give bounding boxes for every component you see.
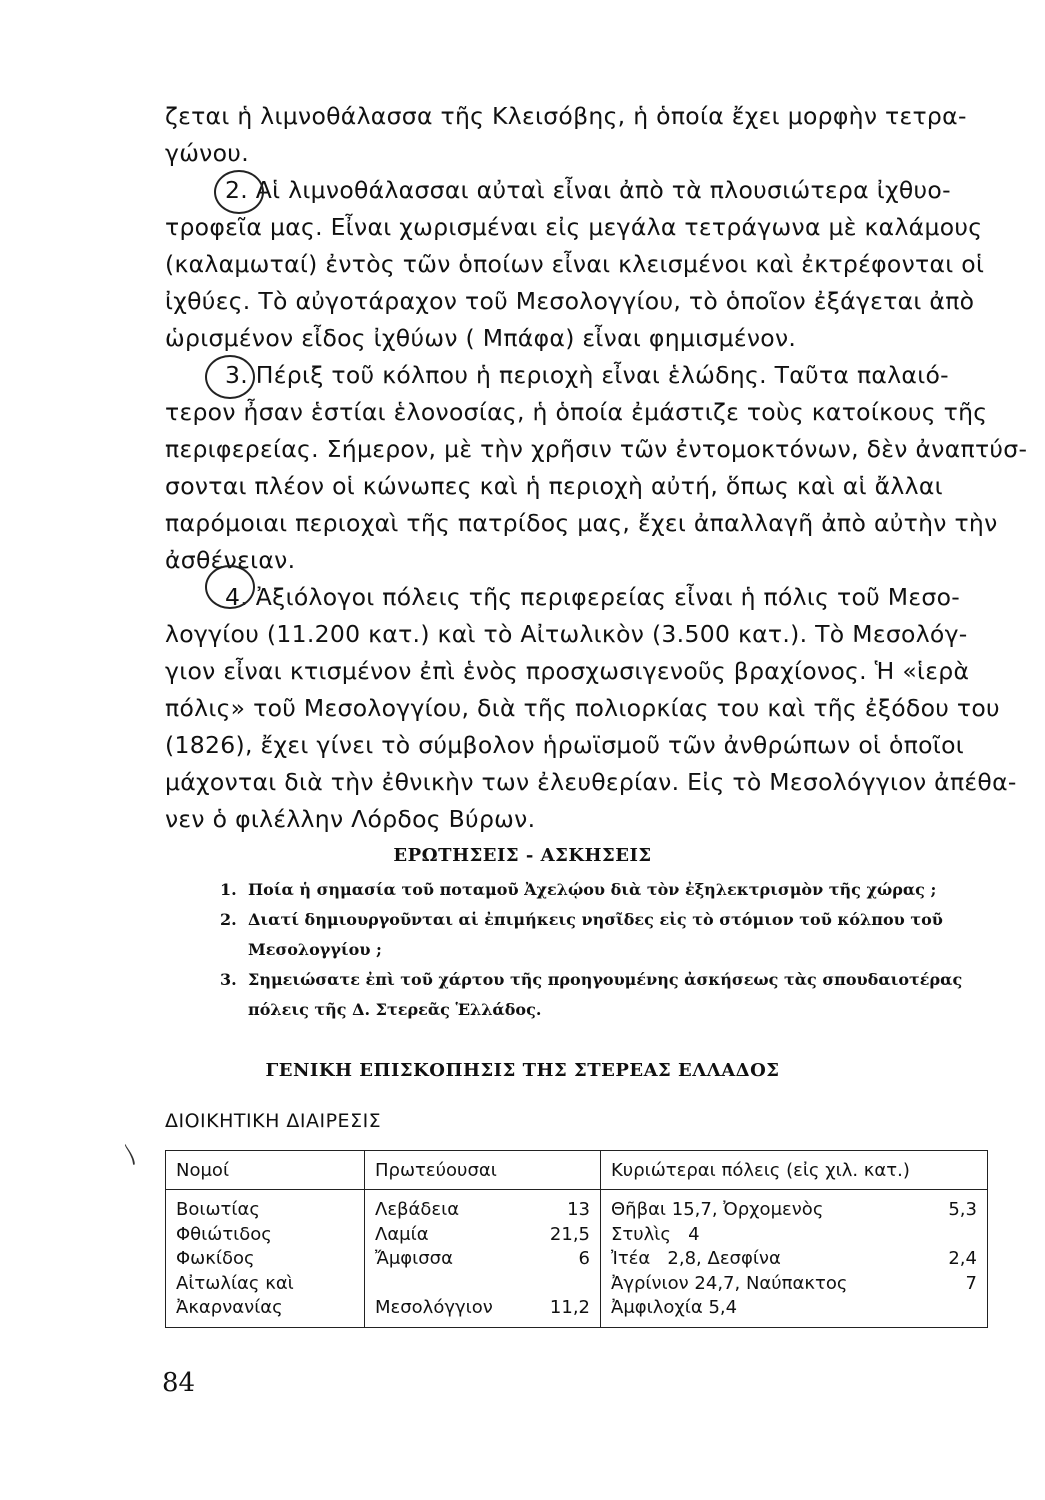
prefecture: Βοιωτίας — [176, 1199, 260, 1220]
text-line: ἰχθύες. Τὸ αὐγοτάραχον τοῦ Μεσολογγίου, τὸ ὁποῖον ἐξάγεται ἀπὸ — [165, 287, 975, 315]
overview-title: ΓΕΝΙΚΗ ΕΠΙΣΚΟΠΗΣΙΣ ΤΗΣ ΣΤΕΡΕΑΣ ΕΛΛΑΔΟΣ — [265, 1060, 780, 1081]
city-value: 7 — [965, 1272, 977, 1294]
handwritten-circle-3 — [205, 355, 255, 399]
city-text: Ἰτέα 2,8, Δεσφίνα — [611, 1248, 781, 1269]
text-line: γιον εἶναι κτισμένον ἐπὶ ἑνὸς προσχωσιγενοῦς βραχίονος. Ἡ «ἱερὰ — [165, 657, 970, 685]
text-line: γώνου. — [165, 139, 249, 167]
capital-row — [375, 1247, 590, 1272]
text-line: 2. Αἱ λιμνοθάλασσαι αὐταὶ εἶναι ἀπὸ τὰ πλουσιώτερα ἰχθυο- — [225, 176, 951, 204]
text-line: ζεται ἡ λιμνοθάλασσα τῆς Κλεισόβης, ἡ ὁποία ἔχει μορφὴν τετρα- — [165, 102, 967, 130]
city-row — [611, 1247, 977, 1272]
city-row — [611, 1296, 977, 1321]
text-line: παρόμοιαι περιοχαὶ τῆς πατρίδος μας, ἔχει ἀπαλλαγῆ ἀπὸ αὐτὴν τὴν — [165, 509, 998, 537]
main-cities-cell — [601, 1190, 988, 1328]
question-number: 1. — [220, 880, 237, 899]
exercises-title: ΕΡΩΤΗΣΕΙΣ - ΑΣΚΗΣΕΙΣ — [393, 845, 652, 866]
capital-pop: 6 — [578, 1248, 590, 1269]
city-value: 2,4 — [948, 1248, 977, 1269]
prefecture: Ἀκαρνανίας — [176, 1297, 283, 1318]
text-line: ὡρισμένον εἶδος ἰχθύων ( Μπάφα) εἶναι φημισμένον. — [165, 324, 797, 352]
text-line: 4. Ἀξιόλογοι πόλεις τῆς περιφερείας εἶναι ἡ πόλις τοῦ Μεσο- — [225, 583, 961, 611]
capital-pop: 13 — [567, 1199, 590, 1220]
capital-pop: 21,5 — [549, 1223, 590, 1245]
text-line: τροφεῖα μας. Εἶναι χωρισμέναι εἰς μεγάλα τετράγωνα μὲ καλάμους — [165, 213, 983, 241]
text-line: ἀσθένειαν. — [165, 546, 296, 574]
text-line: (καλαμωταί) ἐντὸς τῶν ὁποίων εἶναι κλεισμένοι καὶ ἐκτρέφονται οἱ — [165, 250, 985, 278]
capital-name: Ἄμφισσα — [375, 1248, 453, 1269]
city-text: Στυλὶς 4 — [611, 1223, 700, 1245]
text-line: 3. Πέριξ τοῦ κόλπου ἡ περιοχὴ εἶναι ἑλώδης. Ταῦτα παλαιό- — [225, 361, 949, 389]
admin-division-label: ΔΙΟΙΚΗΤΙΚΗ ΔΙΑΙΡΕΣΙΣ — [165, 1110, 382, 1132]
question-item — [220, 875, 990, 905]
handwritten-circle-2 — [214, 170, 264, 214]
city-row — [611, 1272, 977, 1297]
city-text: Ἀγρίνιον 24,7, Ναύπακτος — [611, 1272, 848, 1294]
text-line: περιφερείας. Σήμερον, μὲ τὴν χρῆσιν τῶν ἐντομοκτόνων, δὲν ἀναπτύσ- — [165, 435, 1028, 463]
header-capitals: Πρωτεύουσαι — [365, 1151, 601, 1190]
question-item — [220, 965, 990, 1025]
body-text — [165, 98, 1028, 838]
question-item — [220, 905, 990, 965]
text-line: τερον ἦσαν ἑστίαι ἑλονοσίας, ἡ ὁποία ἐμάστιζε τοὺς κατοίκους τῆς — [165, 398, 988, 426]
capital-row — [375, 1198, 590, 1223]
capital-row — [375, 1272, 590, 1297]
city-text: Θῆβαι 15,7, Ὀρχομενὸς — [611, 1199, 824, 1220]
city-text: Ἀμφιλοχία 5,4 — [611, 1297, 738, 1318]
prefecture: Φθιώτιδος — [176, 1223, 272, 1245]
header-main-cities: Κυριώτεραι πόλεις (εἰς χιλ. κατ.) — [601, 1151, 988, 1190]
pencil-mark: 〵 — [120, 1145, 143, 1170]
city-row — [611, 1223, 977, 1248]
capital-pop: 11,2 — [549, 1297, 590, 1318]
text-line: νεν ὁ φιλέλλην Λόρδος Βύρων. — [165, 805, 536, 833]
table-header-row — [166, 1151, 988, 1190]
capital-row — [375, 1223, 590, 1248]
question-text: Σημειώσατε ἐπὶ τοῦ χάρτου τῆς προηγουμένης ἀσκήσεως τὰς σπουδαιοτέρας πόλεις τῆς Δ. Στερεᾶς Ἑλλάδος. — [248, 970, 963, 1019]
header-prefectures: Νομοί — [166, 1151, 365, 1190]
text-line: (1826), ἔχει γίνει τὸ σύμβολον ἡρωϊσμοῦ τῶν ἀνθρώπων οἱ ὁποῖοι — [165, 731, 965, 759]
prefectures-cell — [166, 1190, 365, 1328]
questions-list — [220, 875, 990, 1025]
capital-name: Λαμία — [375, 1223, 429, 1245]
city-value: 5,3 — [948, 1199, 977, 1220]
text-line: σονται πλέον οἱ κώνωπες καὶ ἡ περιοχὴ αὐτή, ὅπως καὶ αἱ ἄλλαι — [165, 472, 943, 500]
capital-name: Μεσολόγγιον — [375, 1297, 493, 1318]
text-line: λογγίου (11.200 κατ.) καὶ τὸ Αἰτωλικὸν (3.500 κατ.). Τὸ Μεσολόγ- — [165, 620, 968, 648]
capital-name: Λεβάδεια — [375, 1199, 460, 1220]
page-number: 84 — [162, 1368, 196, 1398]
question-number: 3. — [220, 970, 237, 989]
text-line: μάχονται διὰ τὴν ἐθνικὴν των ἐλευθερίαν. Εἰς τὸ Μεσολόγγιον ἀπέθα- — [165, 768, 1017, 796]
handwritten-circle-4 — [205, 565, 255, 609]
city-row — [611, 1198, 977, 1223]
capitals-cell — [365, 1190, 601, 1328]
question-text: Ποία ἡ σημασία τοῦ ποταμοῦ Ἀχελῴου διὰ τὸν ἐξηλεκτρισμὸν τῆς χώρας ; — [248, 880, 937, 899]
question-number: 2. — [220, 910, 237, 929]
prefecture: Φωκίδος — [176, 1248, 255, 1269]
table-body-row — [166, 1190, 988, 1328]
prefecture: Αἰτωλίας καὶ — [176, 1272, 294, 1294]
question-text: Διατί δημιουργοῦνται αἱ ἐπιμήκεις νησῖδες εἰς τὸ στόμιον τοῦ κόλπου τοῦ Μεσολογγίου ; — [248, 910, 943, 959]
capital-row — [375, 1296, 590, 1321]
text-line: πόλις» τοῦ Μεσολογγίου, διὰ τῆς πολιορκίας του καὶ τῆς ἐξόδου του — [165, 694, 1000, 722]
admin-division-table — [165, 1150, 988, 1328]
